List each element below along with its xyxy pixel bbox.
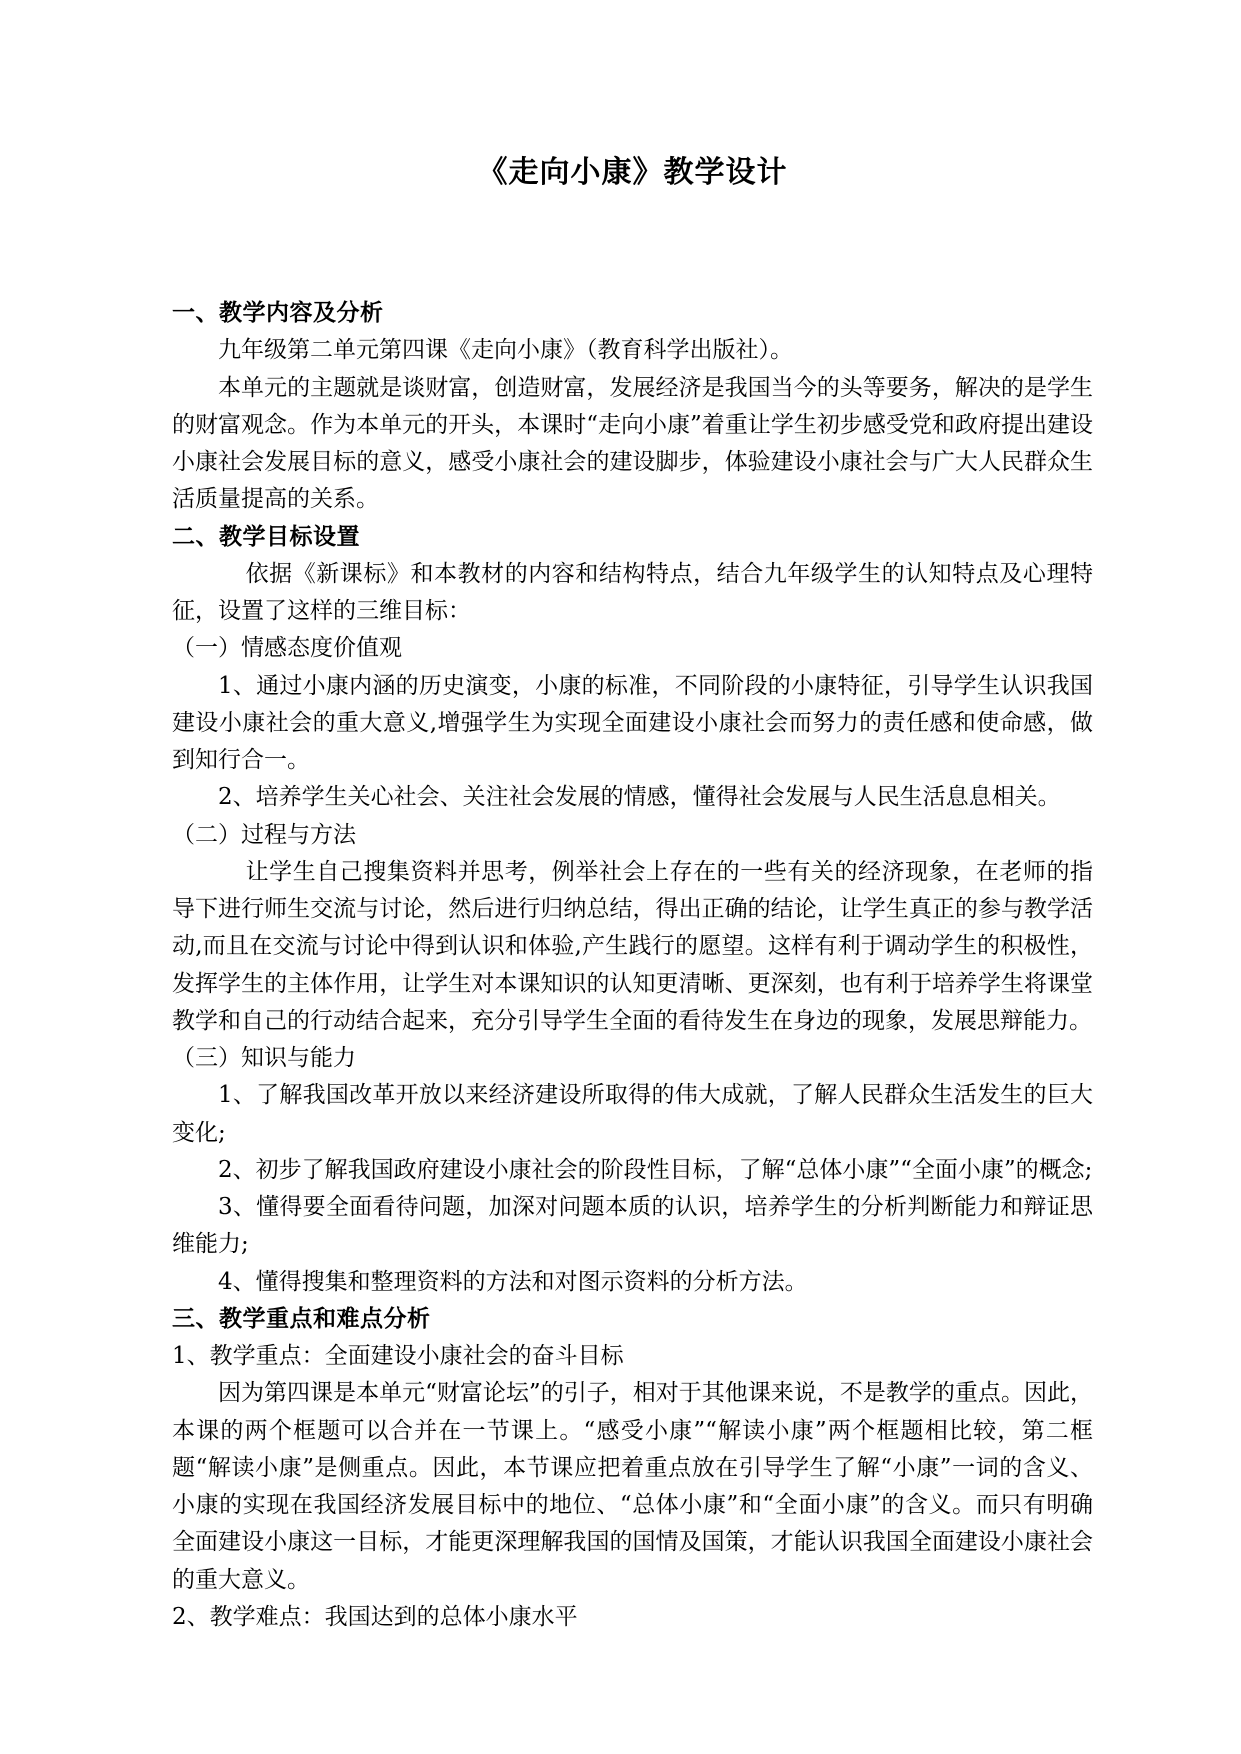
paragraph: 2、初步了解我国政府建设小康社会的阶段性目标，了解“总体小康”“全面小康”的概念; [218, 1156, 1093, 1183]
page-title: 《走向小康》教学设计 [477, 155, 788, 190]
paragraph: 九年级第二单元第四课《走向小康》（教育科学出版社）。 [218, 337, 793, 364]
paragraph: 本单元的主题就是谈财富，创造财富，发展经济是我国当今的头等要务，解决的是学生的财富观念。作为本单元的开头，本课时“走向小康”着重让学生初步感受党和政府提出建设小康社会发展目标的意义，感受小康社会的建设脚步，体验建设小康社会与广大人民群众生活质量提高的关系。 [172, 374, 1093, 513]
paragraph: 2、培养学生关心社会、关注社会发展的情感，懂得社会发展与人民生活息息相关。 [218, 784, 1061, 811]
title-spacer [172, 191, 1093, 295]
paragraph: 4、懂得搜集和整理资料的方法和对图示资料的分析方法。 [218, 1268, 808, 1295]
paragraph: 1、通过小康内涵的历史演变，小康的标准，不同阶段的小康特征，引导学生认识我国建设小康社会的重大意义,增强学生为实现全面建设小康社会而努力的责任感和使命感，做到知行合一。 [172, 672, 1093, 773]
section-heading-1: 一、教学内容及分析 [172, 300, 384, 326]
subsection-label: （二）过程与方法 [172, 821, 356, 848]
paragraph: 依据《新课标》和本教材的内容和结构特点，结合九年级学生的认知特点及心理特征，设置了这样的三维目标： [172, 560, 1093, 624]
paragraph: 2、教学难点：我国达到的总体小康水平 [172, 1603, 578, 1630]
section-heading-3: 三、教学重点和难点分析 [172, 1305, 431, 1332]
subsection-label: （一）情感态度价值观 [172, 635, 402, 662]
section-heading-2: 二、教学目标设置 [172, 523, 360, 550]
paragraph: 1、了解我国改革开放以来经济建设所取得的伟大成就，了解人民群众生活发生的巨大变化; [172, 1082, 1093, 1146]
paragraph: 让学生自己搜集资料并思考，例举社会上存在的一些有关的经济现象，在老师的指导下进行师生交流与讨论，然后进行归纳总结，得出正确的结论，让学生真正的参与教学活动,而且在交流与讨论中得到认识和体验,产生践行的愿望。这样有利于调动学生的积极性，发挥学生的主体作用，让学生对本课知识的认知更清晰、更深刻，也有利于培养学生将课堂教学和自己的行动结合起来，充分引导学生全面的看待发生在身边的现象，发展思辩能力。 [172, 858, 1093, 1034]
paragraph: 因为第四课是本单元“财富论坛”的引子，相对于其他课来说，不是教学的重点。因此，本课的两个框题可以合并在一节课上。“感受小康”“解读小康”两个框题相比较，第二框题“解读小康”是侧重点。因此，本节课应把着重点放在引导学生了解“小康”一词的含义、小康的实现在我国经济发展目标中的地位、“总体小康”和“全面小康”的含义。而只有明确全面建设小康这一目标，才能更深理解我国的国情及国策，才能认识我国全面建设小康社会的重大意义。 [172, 1380, 1093, 1593]
document-body [172, 295, 1093, 1636]
paragraph: 1、教学重点：全面建设小康社会的奋斗目标 [172, 1343, 624, 1369]
paragraph: 3、懂得要全面看待问题，加深对问题本质的认识，培养学生的分析判断能力和辩证思维能力; [172, 1194, 1093, 1258]
subsection-label: （三）知识与能力 [172, 1045, 356, 1071]
